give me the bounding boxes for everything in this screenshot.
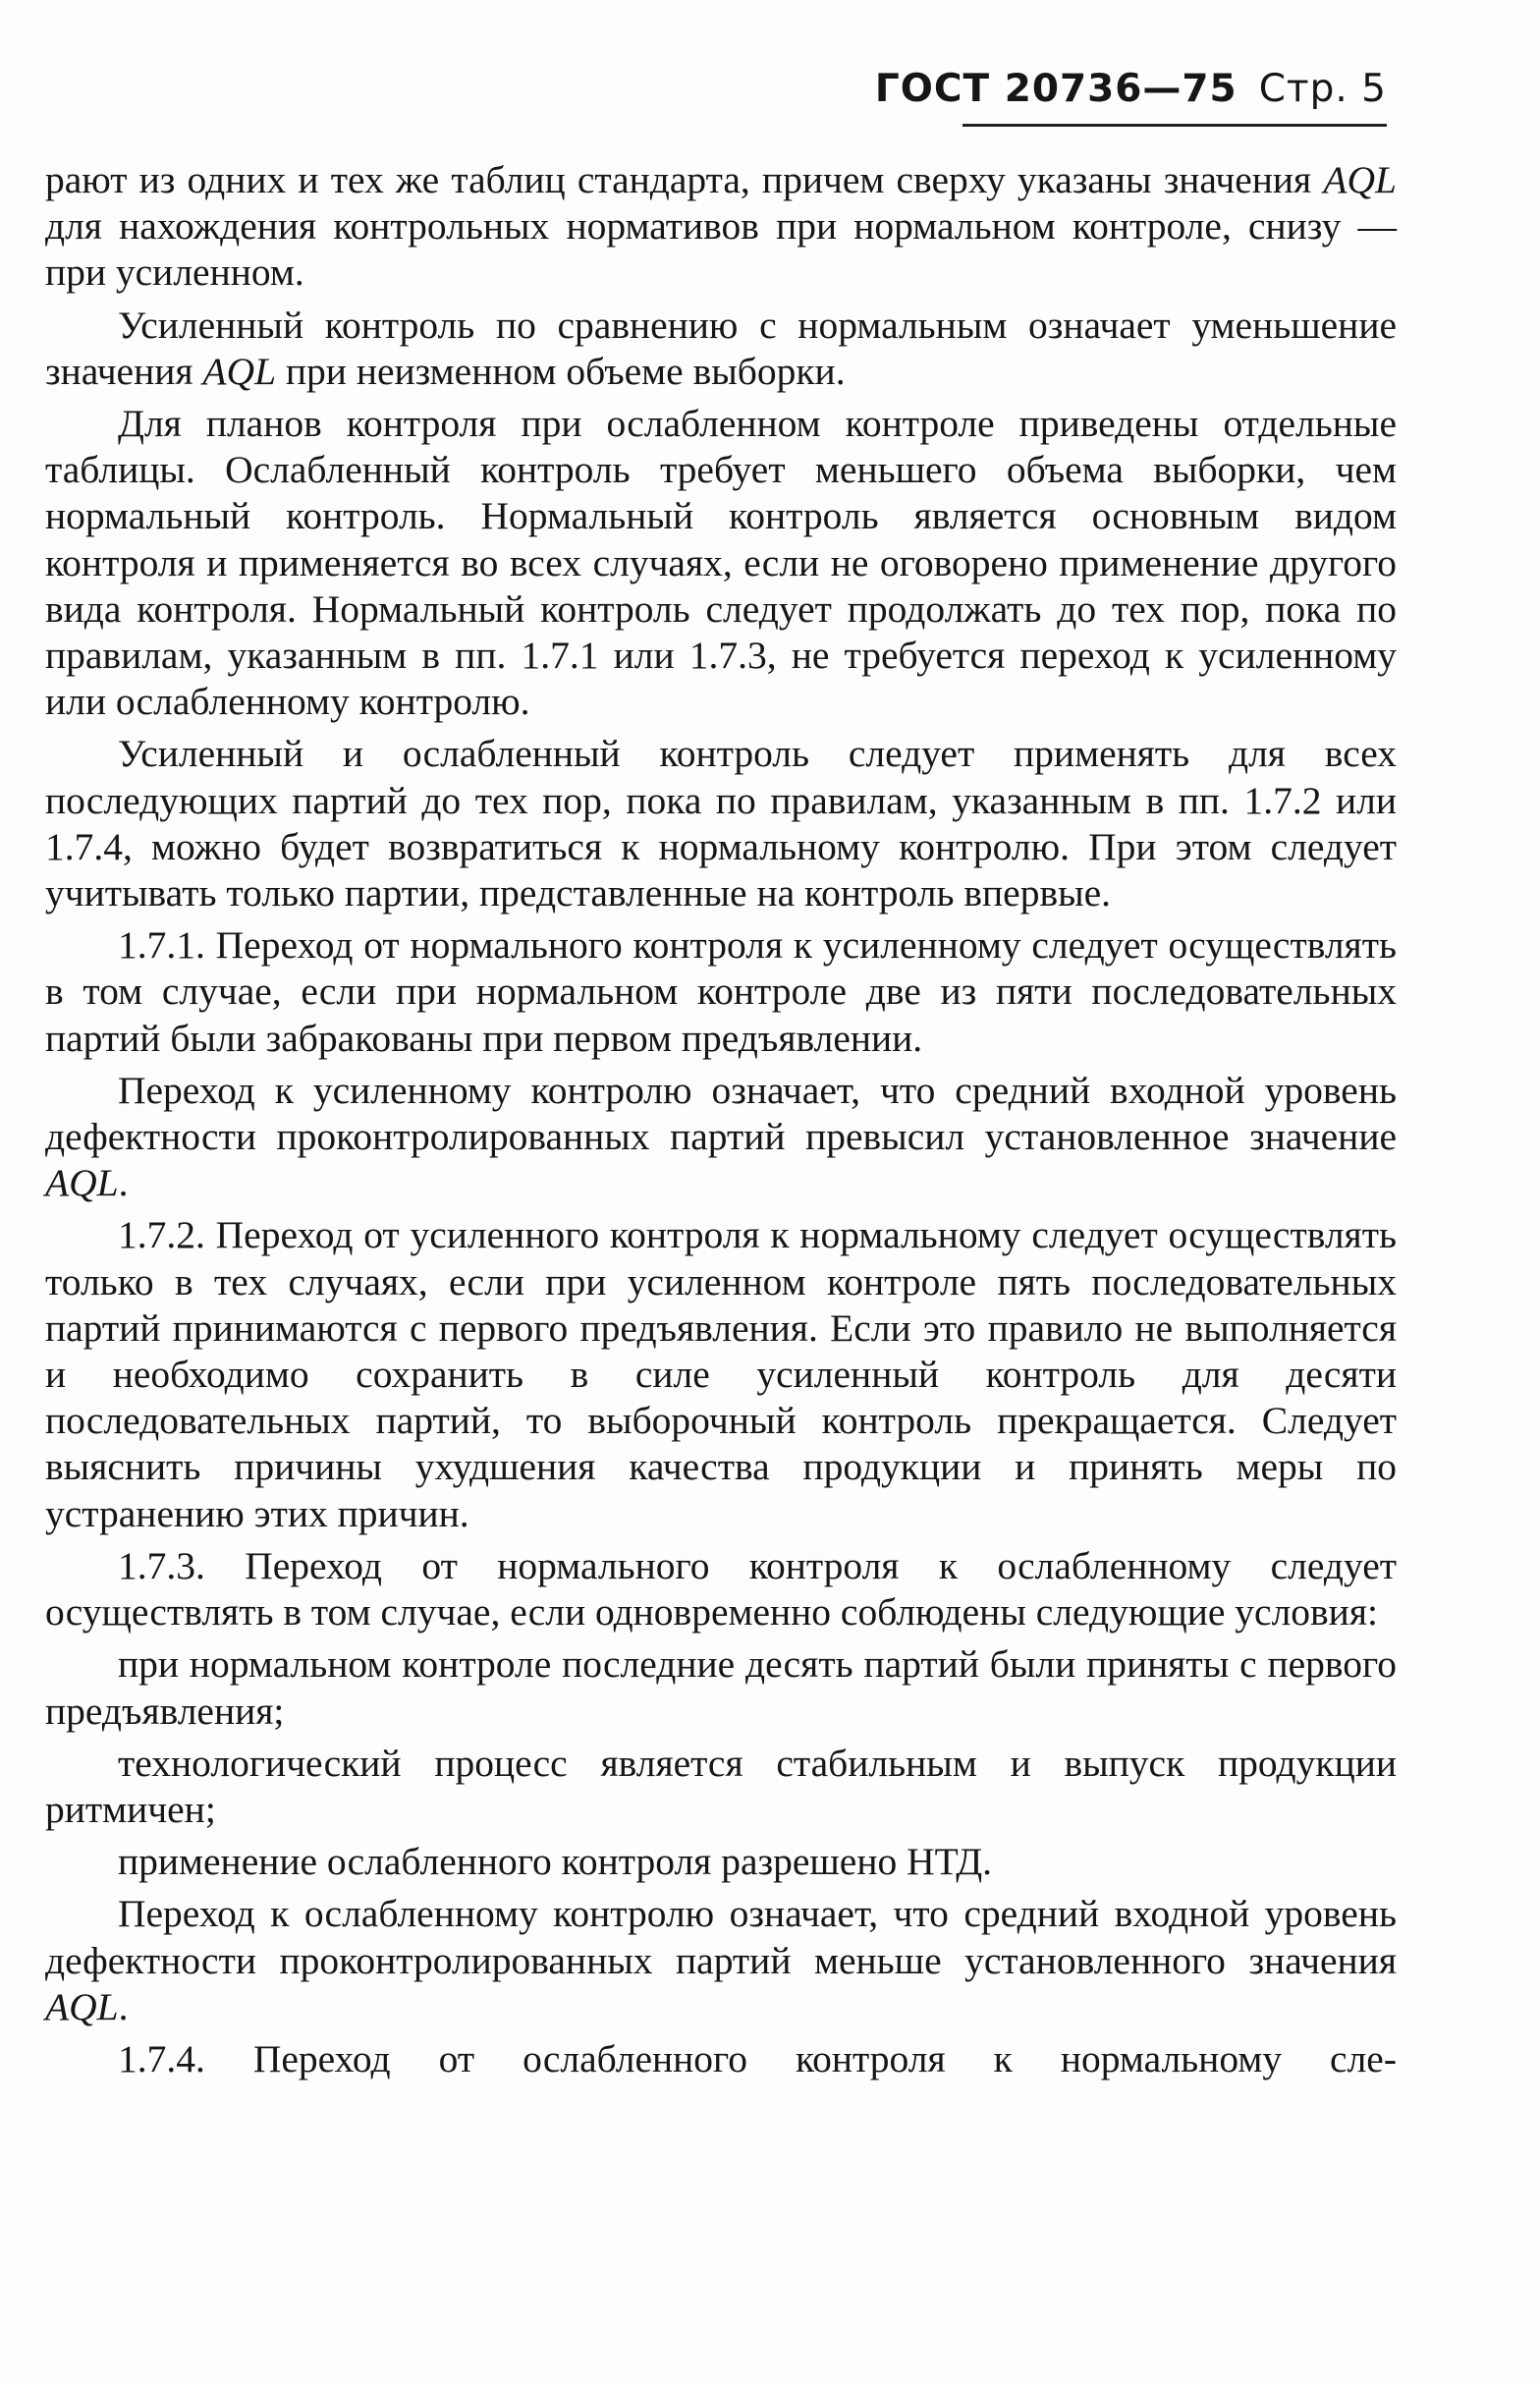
aql-term: AQL	[202, 349, 277, 393]
paragraph-text: .	[118, 1984, 129, 2028]
paragraph-text: рают из одних и тех же таблиц стандарта, причем сверху указаны значения	[45, 158, 1324, 201]
paragraph-text: 1.7.1. Переход от нормального контроля к усиленному следует осуществлять в том случае, если при нормальном контроле две из пяти последовательных партий были забракованы при первом предъявлении.	[45, 923, 1397, 1060]
paragraph-text: 1.7.3. Переход от нормального контроля к ослабленному следует осуществлять в том случае, если одновременно соблюдены следующие условия:	[45, 1543, 1397, 1635]
paragraph-text: Усиленный контроль по сравнению с нормальным означает уменьшение значения	[45, 303, 1397, 393]
paragraph	[45, 731, 1397, 916]
paragraph-text: при нормальном контроле последние десять партий были приняты с первого предъявления;	[45, 1642, 1397, 1733]
paragraph	[45, 1741, 1397, 1833]
header-rule	[962, 124, 1387, 127]
aql-term: AQL	[1323, 158, 1397, 201]
paragraph-text: Для планов контроля при ослабленном контроле приведены отдельные таблицы. Ослабленный контроль требует меньшего объема выборки, чем нормальный контроль. Нормальный контроль является основным видом контроля и применяется во всех случаях, если не оговорено применение другого вида контроля. Нормальный контроль следует продолжать до тех пор, пока по правилам, указанным в пп. 1.7.1 или 1.7.3, не требуется переход к усиленному или ослабленному контролю.	[45, 402, 1397, 724]
paragraph-text: .	[118, 1161, 129, 1205]
paragraph-text: Переход к усиленному контролю означает, что средний входной уровень дефектности проконтролированных партий превысил установленное значение	[45, 1068, 1397, 1159]
paragraph	[45, 1212, 1397, 1536]
paragraph-text: 1.7.4. Переход от ослабленного контроля к нормальному сле-	[118, 2036, 1397, 2080]
paragraph	[45, 1068, 1397, 1207]
paragraph	[45, 1839, 1397, 1885]
paragraph-text: технологический процесс является стабильным и выпуск продукции ритмичен;	[45, 1741, 1397, 1831]
aql-term: AQL	[45, 1984, 119, 2028]
paragraph	[45, 922, 1397, 1062]
body-text	[45, 157, 1397, 2088]
standard-number: ГОСТ 20736—75	[874, 67, 1238, 111]
paragraph	[45, 2036, 1397, 2082]
paragraph	[45, 1543, 1397, 1636]
paragraph	[45, 1891, 1397, 2030]
aql-term: AQL	[45, 1161, 119, 1205]
paragraph-text: Переход к ослабленному контролю означает, что средний входной уровень дефектности проконтролированных партий меньше установленного значения	[45, 1892, 1397, 1982]
paragraph-text: 1.7.2. Переход от усиленного контроля к нормальному следует осуществлять только в тех случаях, если при усиленном контроле пять последовательных партий принимаются с первого предъявления. Если это правило не выполняется и необходимо сохранить в силе усиленный контроль для десяти последовательных партий, то выборочный контроль прекращается. Следует выяснить причины ухудшения качества продукции и принять меры по устранению этих причин.	[45, 1213, 1397, 1535]
paragraph-text: Усиленный и ослабленный контроль следует применять для всех последующих партий до тех пор, пока по правилам, указанным в пп. 1.7.2 или 1.7.4, можно будет возвратиться к нормальному контролю. При этом следует учитывать только партии, представленные на контроль впервые.	[45, 732, 1397, 915]
paragraph	[45, 401, 1397, 725]
paragraph	[45, 303, 1397, 395]
page-number: Стр. 5	[1258, 67, 1387, 111]
paragraph	[45, 1641, 1397, 1734]
paragraph-text: при неизменном объеме выборки.	[276, 349, 846, 393]
paragraph	[45, 157, 1397, 297]
page-header	[874, 67, 1387, 145]
paragraph-text: применение ослабленного контроля разрешено НТД.	[118, 1840, 993, 1884]
paragraph-text: для нахождения контрольных нормативов при нормальном контроле, снизу — при усиленном.	[45, 204, 1397, 295]
